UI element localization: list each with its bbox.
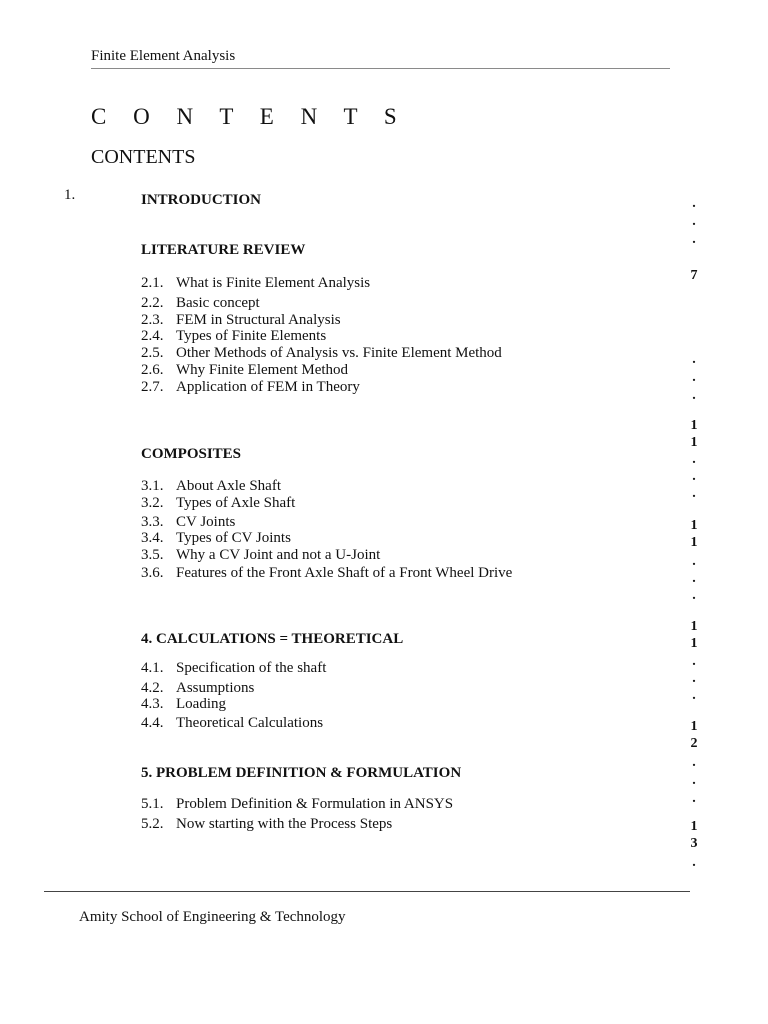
page-column-char: 1 bbox=[690, 418, 698, 433]
section-number: 1. bbox=[64, 187, 76, 203]
section-heading-introduction: INTRODUCTION bbox=[141, 192, 262, 208]
page-column-char: 1 bbox=[690, 819, 698, 834]
page-column-char: 3 bbox=[690, 836, 698, 851]
page-column-char: . bbox=[692, 654, 696, 669]
page-column-char: . bbox=[692, 388, 696, 403]
page-column-char: 1 bbox=[690, 535, 698, 550]
page-column-char: . bbox=[692, 196, 696, 211]
toc-item: 3.1. About Axle Shaft bbox=[141, 478, 281, 494]
toc-item: 3.3. CV Joints bbox=[141, 514, 236, 530]
page-column-char: . bbox=[692, 855, 696, 870]
toc-item: 2.1. What is Finite Element Analysis bbox=[141, 275, 371, 291]
toc-item: 4.2. Assumptions bbox=[141, 680, 255, 696]
header-title: Finite Element Analysis bbox=[91, 48, 236, 64]
page-column-char: . bbox=[692, 773, 696, 788]
toc-item: 4.4. Theoretical Calculations bbox=[141, 715, 324, 731]
page-column-char: 1 bbox=[690, 619, 698, 634]
section-heading-literature-review: LITERATURE REVIEW bbox=[141, 242, 306, 258]
page-column-char: . bbox=[692, 232, 696, 247]
page-column-char: . bbox=[692, 486, 696, 501]
page-column-char: . bbox=[692, 588, 696, 603]
toc-item: 2.7. Application of FEM in Theory bbox=[141, 379, 360, 395]
page-column-char: 1 bbox=[690, 636, 698, 651]
toc-item: 4.1. Specification of the shaft bbox=[141, 660, 327, 676]
section-heading-problem-definition: 5. PROBLEM DEFINITION & FORMULATION bbox=[141, 765, 462, 781]
contents-title-spaced: C O N T E N T S bbox=[91, 104, 408, 129]
page-column-char: 1 bbox=[690, 518, 698, 533]
toc-item: 3.4. Types of CV Joints bbox=[141, 530, 291, 546]
page-column-char: . bbox=[692, 469, 696, 484]
page-column-char: . bbox=[692, 214, 696, 229]
page-column-char: . bbox=[692, 352, 696, 367]
page-column-char: . bbox=[692, 452, 696, 467]
header-rule bbox=[91, 68, 670, 69]
page-column-char: . bbox=[692, 671, 696, 686]
toc-item: 5.2. Now starting with the Process Steps bbox=[141, 816, 393, 832]
page-column-char: . bbox=[692, 370, 696, 385]
page-column-char: . bbox=[692, 571, 696, 586]
toc-item: 2.5. Other Methods of Analysis vs. Finite Element Method bbox=[141, 345, 502, 361]
toc-item: 2.4. Types of Finite Elements bbox=[141, 328, 327, 344]
toc-item: 3.2. Types of Axle Shaft bbox=[141, 495, 296, 511]
footer-text: Amity School of Engineering & Technology bbox=[79, 909, 346, 925]
toc-item: 3.6. Features of the Front Axle Shaft of a Front Wheel Drive bbox=[141, 565, 513, 581]
toc-item: 2.2. Basic concept bbox=[141, 295, 260, 311]
section-heading-composites: COMPOSITES bbox=[141, 446, 242, 462]
page-column-char: . bbox=[692, 554, 696, 569]
contents-title: CONTENTS bbox=[91, 146, 196, 168]
toc-item: 2.3. FEM in Structural Analysis bbox=[141, 312, 341, 328]
page-column-char: 2 bbox=[690, 736, 698, 751]
toc-item: 5.1. Problem Definition & Formulation in ANSYS bbox=[141, 796, 454, 812]
toc-item: 4.3. Loading bbox=[141, 696, 226, 712]
page-column-char: 1 bbox=[690, 719, 698, 734]
section-heading-calculations: 4. CALCULATIONS = THEORETICAL bbox=[141, 631, 404, 647]
page-column-char: 7 bbox=[690, 268, 698, 283]
page-column-char: . bbox=[692, 688, 696, 703]
page-column-char: 1 bbox=[690, 435, 698, 450]
page-column-char: . bbox=[692, 755, 696, 770]
toc-item: 2.6. Why Finite Element Method bbox=[141, 362, 349, 378]
footer-rule bbox=[44, 891, 690, 892]
page-column-char: . bbox=[692, 791, 696, 806]
toc-item: 3.5. Why a CV Joint and not a U-Joint bbox=[141, 547, 381, 563]
